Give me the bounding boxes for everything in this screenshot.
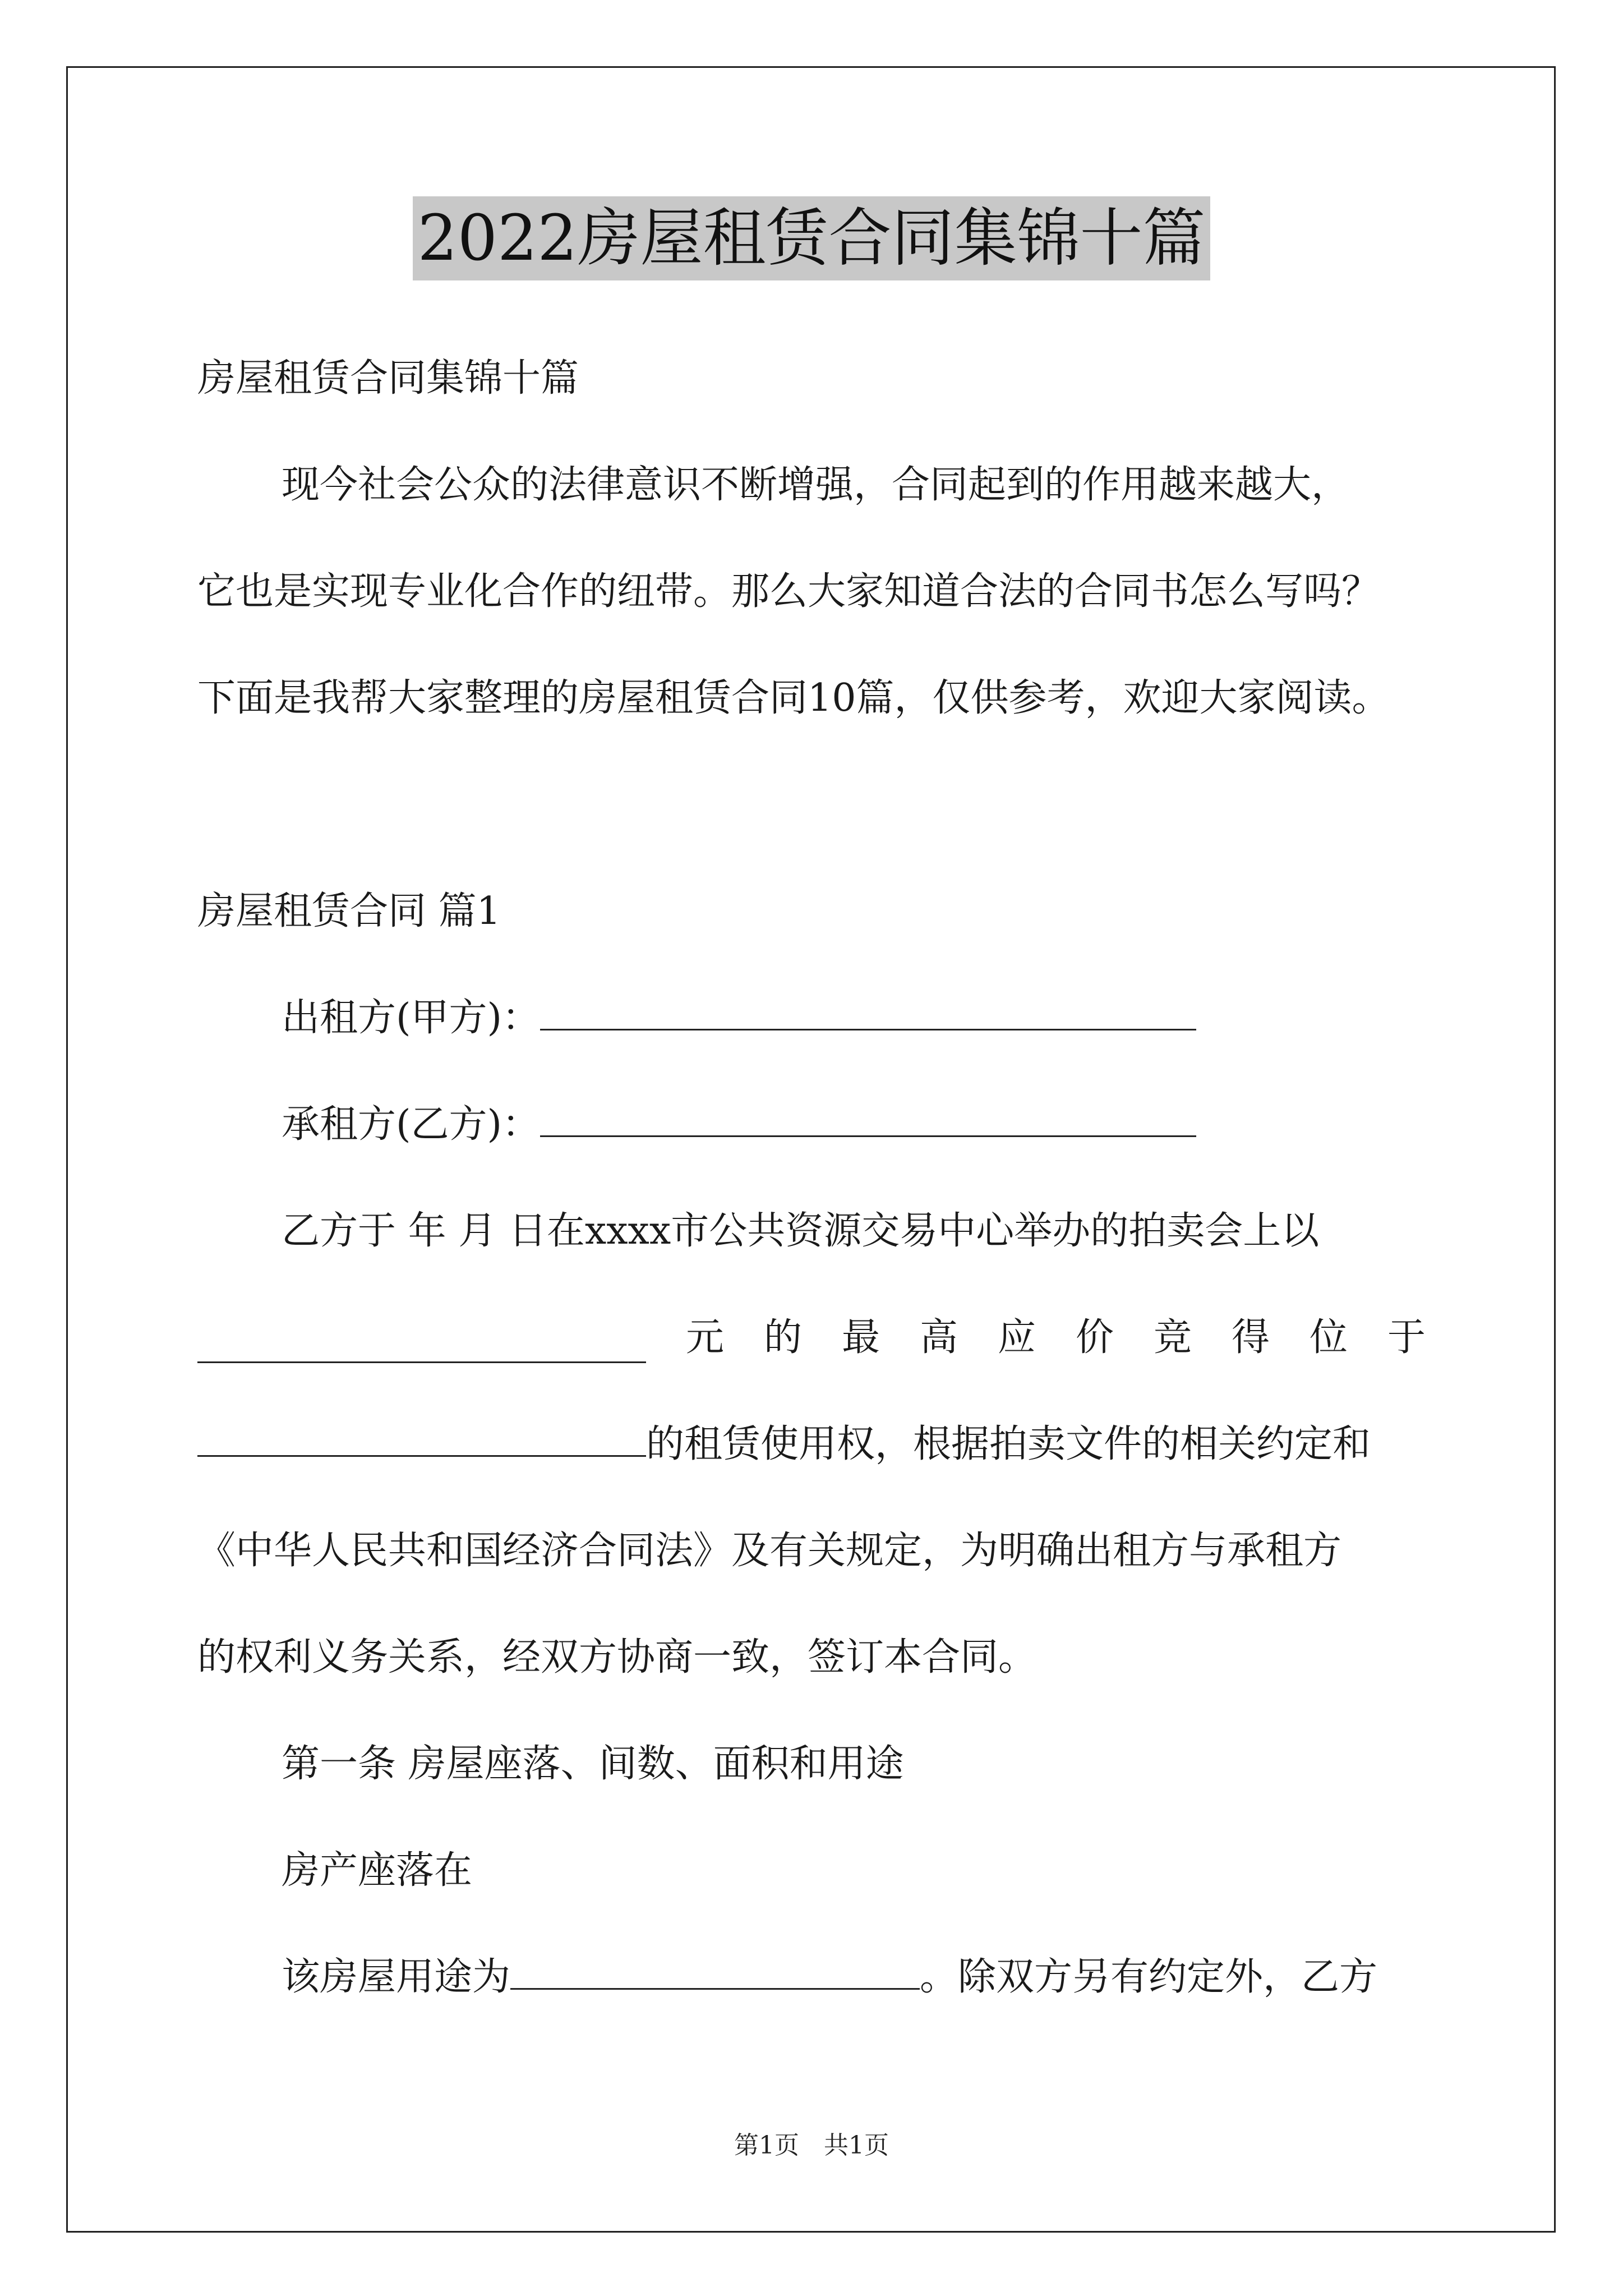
para1-line-2 — [197, 1313, 1426, 1363]
intro-line-2: 它也是实现专业化合作的纽带。那么大家知道合法的合同书怎么写吗？ — [197, 569, 1380, 614]
price-blank — [197, 1327, 646, 1363]
use-blank — [510, 1953, 920, 1990]
spread-char: 位 — [1309, 1315, 1348, 1360]
lessor-row — [282, 993, 1196, 1043]
lessor-label: 出租方(甲方)： — [282, 996, 541, 1040]
spread-char: 应 — [997, 1315, 1036, 1360]
spread-char: 得 — [1231, 1315, 1270, 1360]
intro-line-3: 下面是我帮大家整理的房屋租赁合同10篇，仅供参考，欢迎大家阅读。 — [197, 676, 1390, 720]
para1-line-3-text: 的租赁使用权，根据拍卖文件的相关约定和 — [646, 1422, 1371, 1466]
intro-line-1: 现今社会公众的法律意识不断增强，合同起到的作用越来越大， — [282, 463, 1350, 507]
location-label: 房产座落在 — [282, 1848, 473, 1893]
lessee-row — [282, 1099, 1196, 1150]
page-footer: 第1页 共1页 — [734, 2131, 889, 2160]
article1-title: 第一条 房屋座落、间数、面积和用途 — [282, 1742, 904, 1786]
lessee-label: 承租方(乙方)： — [282, 1102, 541, 1147]
use-prefix: 该房屋用途为 — [282, 1955, 511, 1999]
spread-char: 竞 — [1153, 1315, 1192, 1360]
use-row — [282, 1952, 1377, 2003]
para1-line-3 — [197, 1419, 1371, 1470]
document-title: 2022房屋租赁合同集锦十篇 — [413, 196, 1210, 280]
lessee-blank — [540, 1101, 1196, 1137]
para1-line-4: 《中华人民共和国经济合同法》及有关规定，为明确出租方与承租方 — [197, 1529, 1342, 1573]
spread-char: 价 — [1075, 1315, 1114, 1360]
lessor-blank — [540, 994, 1196, 1030]
spread-char: 高 — [919, 1315, 958, 1360]
document-heading: 房屋租赁合同集锦十篇 — [197, 356, 579, 401]
spread-char: 元 — [685, 1315, 724, 1360]
location-blank — [197, 1420, 646, 1457]
use-suffix: 。除双方另有约定外，乙方 — [920, 1955, 1378, 1999]
spread-char: 最 — [841, 1315, 880, 1360]
spread-char: 于 — [1387, 1315, 1426, 1360]
para1-line-5: 的权利义务关系，经双方协商一致，签订本合同。 — [197, 1635, 1037, 1680]
section-title: 房屋租赁合同 篇1 — [197, 889, 501, 933]
para1-line-1: 乙方于 年 月 日在xxxx市公共资源交易中心举办的拍卖会上以 — [282, 1209, 1320, 1253]
title-container — [0, 196, 1623, 280]
spread-char: 的 — [763, 1315, 802, 1360]
